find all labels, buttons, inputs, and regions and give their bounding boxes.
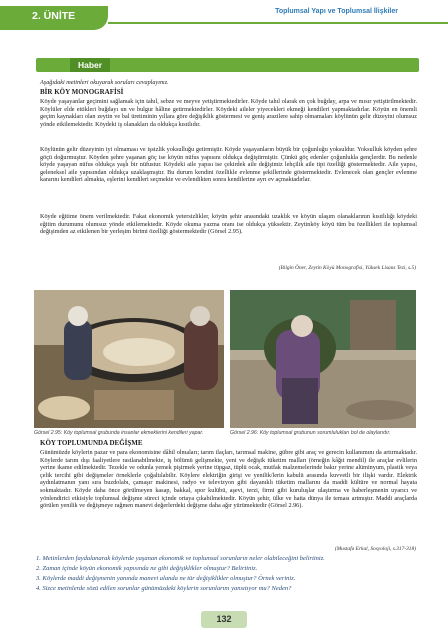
chapter-title: Toplumsal Yapı ve Toplumsal İlişkiler: [275, 8, 398, 15]
bread-making-illustration: [34, 290, 224, 428]
page-number: 132: [201, 611, 247, 628]
article2-source: (Mustafa Erkal, Sosyoloji, s.317-318): [334, 546, 416, 552]
bread-making-photo: [34, 290, 224, 428]
question-item: 3. Köylerde maddi değişmenin yanında manevi alanda ne tür değişiklikler olmuştur? Örnek veriniz.: [36, 575, 296, 582]
header-rule: [108, 22, 448, 24]
figure-caption-right: Görsel 2.96: Köy toplumsal grubunun sorumlulukları bol de olaylarıdır.: [230, 430, 391, 436]
article1-paragraph: Köyde eğitime önem verilmektedir. Fakat ekonomik yetersizlikler, köyün şehir arasındaki uzaklık ve köyün ulaşım olanaklarının kısıtlılığı köydeki eğitim durumunu olumsuz yönde etkilemektedir. Köyde okuma yazma oranı ise oldukça yüksektir. Zeytinköy köyü tüm bu özellikleri ile toplumsal değişimden az etkilenen bir yerleşim birimi özelliği göstermektedir (Görsel 2.95).: [40, 213, 417, 236]
section-label: Haber: [70, 58, 110, 72]
page-header: [0, 0, 448, 30]
question-item: 4. Sizce metinlerde sözü edilen sorunlar günümüzdeki köylerin sorunlarını yansıtıyor mu? Neden?: [36, 585, 292, 592]
question-item: 1. Metinlerden faydalanarak köylerde yaşanan ekonomik ve toplumsal sorunların neler olabileceğini belirtiniz.: [36, 555, 325, 562]
figure-caption-left: Görsel 2.95: Köy toplumsal grubunda insanlar ekmeklerini kendileri yapar.: [34, 430, 204, 436]
article2-paragraph: Günümüzde köylerin pazar ve para ekonomisine dâhil olmaları; tarım ilaçları, tarımsal makine, gübre gibi araç ve gerecin kullanımını da artırmaktadır. Köylerde tarım dışı faaliyetlere rastlanabilmekte, iş bölümü gelişmekte, yeni ve değişik tüketim malları (örneğin kâğıt mendil) ile araçlar evlilerin yerine ikame edilmektedir. Tezekle ve odunla yemek pişirmek yerine tüpgaz, tüplü ocak, mutfak malzemelerinde bakır yerine alüminyum, plastik veya çelik tercihi gibi değişmeler örneklerle çoğaltılabilir. Köylere elektriğin girişi ve yenilik/lerin kabulü arasında kuvvetli bir ilişki vardır. Elektrik aydınlatmanın yanı sıra buzdolabı, çamaşır makinesi, radyo ve televizyon gibi dayanıklı tüketim mallarını da maddi kültüre ve normal hayata sokmaktadır. Köyde daha önce görülmeyen kasap, bakkal, spor kulübü, aşevi, terzi, firmi gibi kuruluşlar ulaştırma ve haberleşmenin uyarıcı ve yönlendirici etkisiyle toplumsal değişme süreci içinde ortaya çıkabilmektedir. Köyün şehir, ülke ve hatta dünya ile teması artmıştır. Maddi araçlarda görülen yenilik ve değişmeye rağmen manevi değerlerdeki değişme daha ağır yürümektedir (Görsel 2.96).: [40, 449, 417, 510]
article1-paragraph: Köyde yaşayanlar geçimini sağlamak için tahıl, sebze ve meyve yetiştirmektedirler. Köyde tahıl olarak en çok buğday, arpa ve mısır yetiştirilmektedir. Köylüler elde ettikleri buğdayı un ve bulgur hâline getirmektedirler. Köydeki aileler yiyecekleri ekmeği kendileri yapmaktadırlar. Köyün en önemli geçim kaynakları olan zeytin ve bal üretiminin yıllara göre değişiklik göstermesi ve geniş arazilere sahip olmamaları köylünün gelir düzeyini olumsuz yönde etkilemektedir. Köydeki iş olanakları da oldukça kısıtlıdır.: [40, 98, 417, 128]
unit-label: 2. ÜNİTE: [32, 10, 76, 22]
article1-paragraph: Köylünün gelir düzeyinin iyi olmaması ve işsizlik yoksulluğu getirmiştir. Köyde yaşayanların büyük bir çoğunluğu yoksuldur. Yoksulluk köyden şehre göçü doğurmuştur. Köyden şehre yaşanan göç ise köyün nüfus yapısını oldukça değiştirmiştir. Çünkü göç edenler çoğunlukla gençlerdir. Bu nedenle köyde yaşayan nüfus oldukça yaşlı bir nüfustur. Köydeki aile yapısı ise çekirdek aile değişimiz lehçilik aile tipi özelliği göstermektedir. Aile yapısı, geleneksel aile yapısından oldukça uzaklaşmıştır. Bu durum kendini özellikle evlenme şekillerinde göstermektedir. Evlenecek olan gençler evlenme kararını kendileri almakta, eşlerini kendileri seçmekte ve evlendikten sonra kendilerine ayrı ev açmaktadırlar.: [40, 146, 417, 184]
village-woman-photo: [230, 290, 416, 428]
article1-heading: BİR KÖY MONOGRAFİSİ: [40, 88, 124, 96]
intro-text: Aşağıdaki metinleri okuyarak soruları cevaplayınız.: [40, 79, 169, 86]
article1-source: (Bilgin Öner, Zeytin Köyü Monografisi, Yüksek Lisans Tezi, s.5): [278, 265, 416, 271]
article2-heading: KÖY TOPLUMUNDA DEĞİŞME: [40, 439, 143, 447]
village-woman-illustration: [230, 290, 416, 428]
question-item: 2. Zaman içinde köyün ekonomik yapısında ne gibi değişiklikler olmuştur? Belirtiniz.: [36, 565, 258, 572]
